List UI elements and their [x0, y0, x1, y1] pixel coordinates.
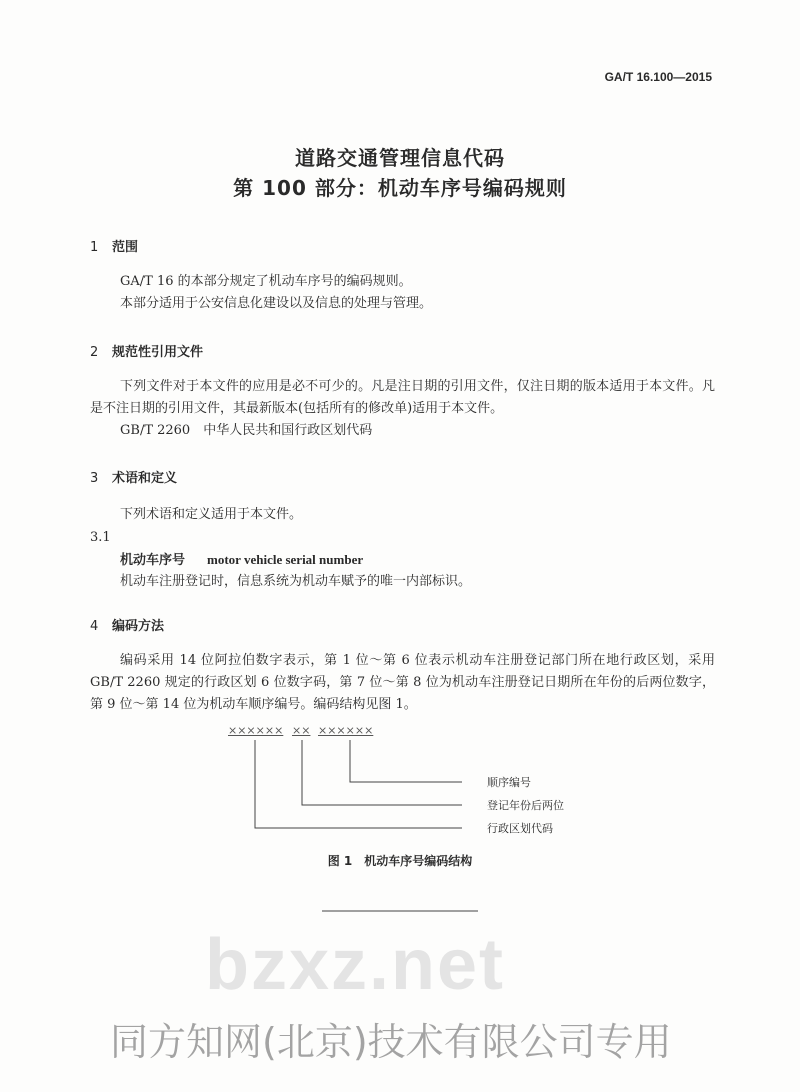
section-number: 4 — [90, 619, 99, 634]
label-serial: 顺序编号 — [487, 776, 531, 789]
doc-title-line1: 道路交通管理信息代码 — [295, 146, 505, 170]
section-3-para-1: 下列术语和定义适用于本文件。 — [120, 507, 303, 522]
diagonal-watermark: 同方知网(北京)技术有限公司专用 — [110, 1020, 672, 1064]
section-2-reference: GB/T 2260 中华人民共和国行政区划代码 — [120, 423, 373, 438]
term-definition: 机动车注册登记时，信息系统为机动车赋予的唯一内部标识。 — [120, 574, 472, 589]
section-4-para-1: 编码采用 14 位阿拉伯数字表示，第 1 位～第 6 位表示机动车注册登记部门所在地行政区划，采用 GB/T 2260 规定的行政区划 6 位数字码，第 7 位～第 8 位为机动车注册登记日期所在年份的后两位数字，第 9 位～第 14 位为机动车顺序编号。编码结构见图 1。 — [90, 653, 715, 712]
section-title: 编码方法 — [112, 619, 165, 634]
figure-caption: 图 1 机动车序号编码结构 — [327, 854, 473, 868]
section-title: 规范性引用文件 — [112, 345, 204, 360]
doc-title-line2: 第 100 部分：机动车序号编码规则 — [233, 176, 567, 200]
section-number: 1 — [90, 240, 99, 255]
label-region: 行政区划代码 — [487, 822, 553, 835]
term-en: motor vehicle serial number — [207, 552, 364, 567]
label-year: 登记年份后两位 — [487, 799, 564, 812]
section-1-para-1: GA/T 16 的本部分规定了机动车序号的编码规则。 — [120, 274, 412, 289]
term-number: 3.1 — [90, 530, 111, 545]
code-group-year: ×× — [292, 724, 311, 737]
section-title: 术语和定义 — [112, 471, 178, 486]
site-watermark: bzxz.net — [205, 925, 506, 1005]
term-zh: 机动车序号 — [120, 553, 186, 568]
section-1-para-2: 本部分适用于公安信息化建设以及信息的处理与管理。 — [120, 296, 433, 311]
section-number: 2 — [90, 345, 99, 360]
code-group-region: ×××××× — [228, 724, 284, 737]
section-number: 3 — [90, 471, 99, 486]
standard-number: GA/T 16.100—2015 — [604, 70, 712, 84]
section-title: 范围 — [112, 240, 139, 255]
code-group-serial: ×××××× — [318, 724, 374, 737]
section-2-para-1: 下列文件对于本文件的应用是必不可少的。凡是注日期的引用文件，仅注日期的版本适用于本文件。凡是不注日期的引用文件，其最新版本(包括所有的修改单)适用于本文件。 — [90, 379, 715, 416]
